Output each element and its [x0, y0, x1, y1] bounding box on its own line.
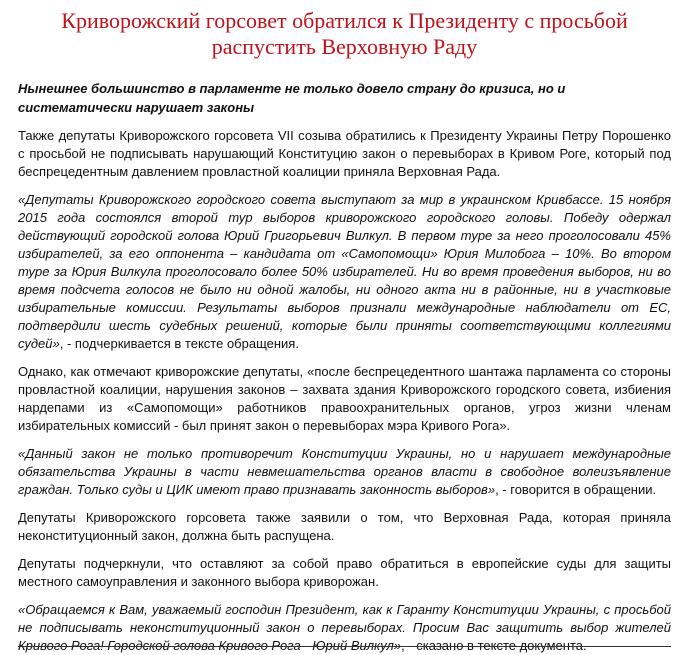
paragraph-2-quote: «Депутаты Криворожского городского совета выступают за мир в украинском Кривбассе. 15 ноября 2015 года состоялся второй тур выборов криворожского городского головы. Победу одержал действующий городской голова Юрий Григорьевич Вилкул. В первом туре за него проголосовали 45% избирателей, за его оппонента – кандидата от «Самопомощи» Юрия Милобога – 10%. Во втором туре за Юрия Вилкула проголосовало более 50% избирателей. Ни во время проведения выборов, ни во время подсчета голосов не было ни одной жалобы, ни одного акта ни в районные, ни в участковые избирательные комиссии. Результаты выборов признали международные наблюдатели от ЕС, подтвердили шесть судебных решений, которые были приняты соответствующими коллегиями судей» [18, 192, 671, 351]
paragraph-4-attribution: , - говорится в обращении. [495, 482, 657, 497]
paragraph-3: Однако, как отмечают криворожские депутаты, «после беспрецедентного шантажа парламента со стороны провластной коалиции, нарушения законов – захвата здания Криворожского городского совета, избиения нардепами из «Самопомощи» работников правоохранительных органов, угроз жизни членам избирательных комиссий - был принят закон о перевыборах мэра Кривого Рога». [18, 364, 671, 433]
paragraph-7-attribution: , - сказано в тексте документа. [401, 638, 587, 653]
paragraph-4-quote: «Данный закон не только противоречит Конституции Украины, но и нарушает международные обязательства Украины в части невмешательства органов власти в свободное волеизъявление граждан. Только суды и ЦИК имеют право признавать законность выборов» [18, 446, 671, 497]
article-title-line-2: распустить Верховную Раду [211, 34, 478, 59]
article-title-line-1: Криворожский горсовет обратился к Президенту с просьбой [61, 8, 628, 33]
paragraph-1: Также депутаты Криворожского горсовета VII созыва обратились к Президенту Украины Петру Порошенко с просьбой не подписывать нарушающий Конституцию закон о перевыборах в Кривом Роге, который под беспрецедентным давлением провластной коалиции приняла Верховная Рада. [18, 128, 671, 179]
bottom-divider [18, 646, 671, 647]
paragraph-4 [18, 445, 671, 499]
paragraph-6: Депутаты подчеркнули, что оставляют за собой право обратиться в европейские суды для защиты местного самоуправления и законного выбора криворожан. [18, 556, 671, 589]
article-lead: Нынешнее большинство в парламенте не только довело страну до кризиса, но и систематически нарушает законы [18, 81, 566, 115]
paragraph-7-quote: «Обращаемся к Вам, уважаемый господин Президент, как к Гаранту Конституции Украины, с просьбой не подписывать неконституционный закон о перевыборах. Просим Вас защитить выбор жителей Кривого Рога! Городской голова Кривого Рога - Юрий Вилкул» [18, 602, 671, 653]
paragraph-5: Депутаты Криворожского горсовета также заявили о том, что Верховная Рада, которая приняла неконституционный закон, должна быть распущена. [18, 510, 671, 543]
article-title [18, 8, 671, 60]
paragraph-2-attribution: , - подчеркивается в тексте обращения. [59, 336, 299, 351]
paragraph-2 [18, 191, 671, 353]
